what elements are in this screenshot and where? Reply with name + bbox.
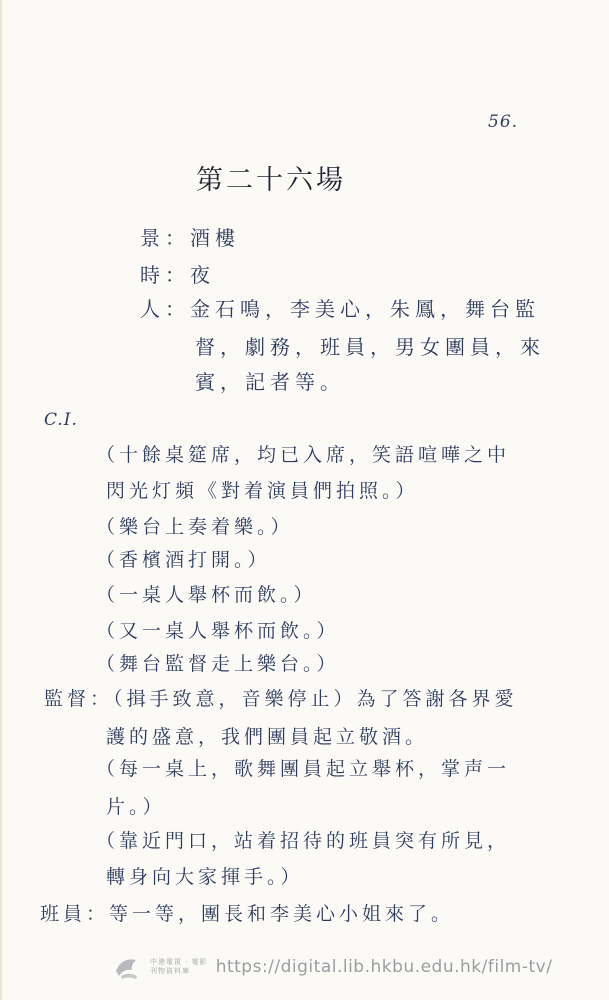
stage-direction: （一桌人舉杯而飲。）: [96, 584, 317, 606]
scene-characters-cont: 督，劇務，班員，男女團員，來: [195, 335, 545, 359]
stage-direction: （香檳酒打開。）: [96, 549, 271, 571]
scene-title: 第二十六場: [196, 165, 346, 196]
dialogue-line: 監督：（揖手致意，音樂停止）為了答謝各界愛: [44, 688, 518, 710]
dialogue-line: 護的盛意，我們團員起立敬酒。: [106, 726, 429, 748]
scene-location: 景：酒樓: [140, 226, 240, 250]
library-watermark: [112, 950, 552, 984]
page-edge: [0, 0, 3, 1000]
library-url[interactable]: https://digital.lib.hkbu.edu.hk/film-tv/: [215, 957, 553, 977]
shot-label: C.I.: [44, 410, 78, 430]
scene-characters: 人：金石鳴，李美心，朱鳳，舞台監: [140, 297, 540, 321]
stage-direction: （十餘桌筵席，均已入席，笑語喧嘩之中: [96, 444, 511, 466]
stage-direction: 轉身向大家揮手。）: [106, 866, 304, 888]
scene-time: 時：夜: [140, 263, 215, 287]
dialogue-line: 班員：等一等，團長和李美心小姐來了。: [40, 903, 455, 925]
stage-direction: 片。）: [106, 796, 166, 818]
stage-direction: （舞台監督走上樂台。）: [96, 653, 340, 675]
stage-direction: （靠近門口，站着招待的班員突有所見，: [96, 830, 511, 852]
library-name: 中港電視 · 電影 刊物資料庫: [150, 958, 208, 975]
stage-direction: （又一桌人舉杯而飲。）: [96, 620, 340, 642]
scene-characters-cont: 賓，記者等。: [195, 370, 345, 394]
stage-direction: （樂台上奏着樂。）: [96, 516, 294, 538]
page-number: 56.: [488, 112, 519, 132]
stage-direction: （每一桌上，歌舞團員起立舉杯，掌声一: [96, 758, 511, 780]
stage-direction: 閃光灯頻《對着演員們拍照。）: [106, 480, 419, 502]
library-logo-icon: [112, 952, 142, 982]
